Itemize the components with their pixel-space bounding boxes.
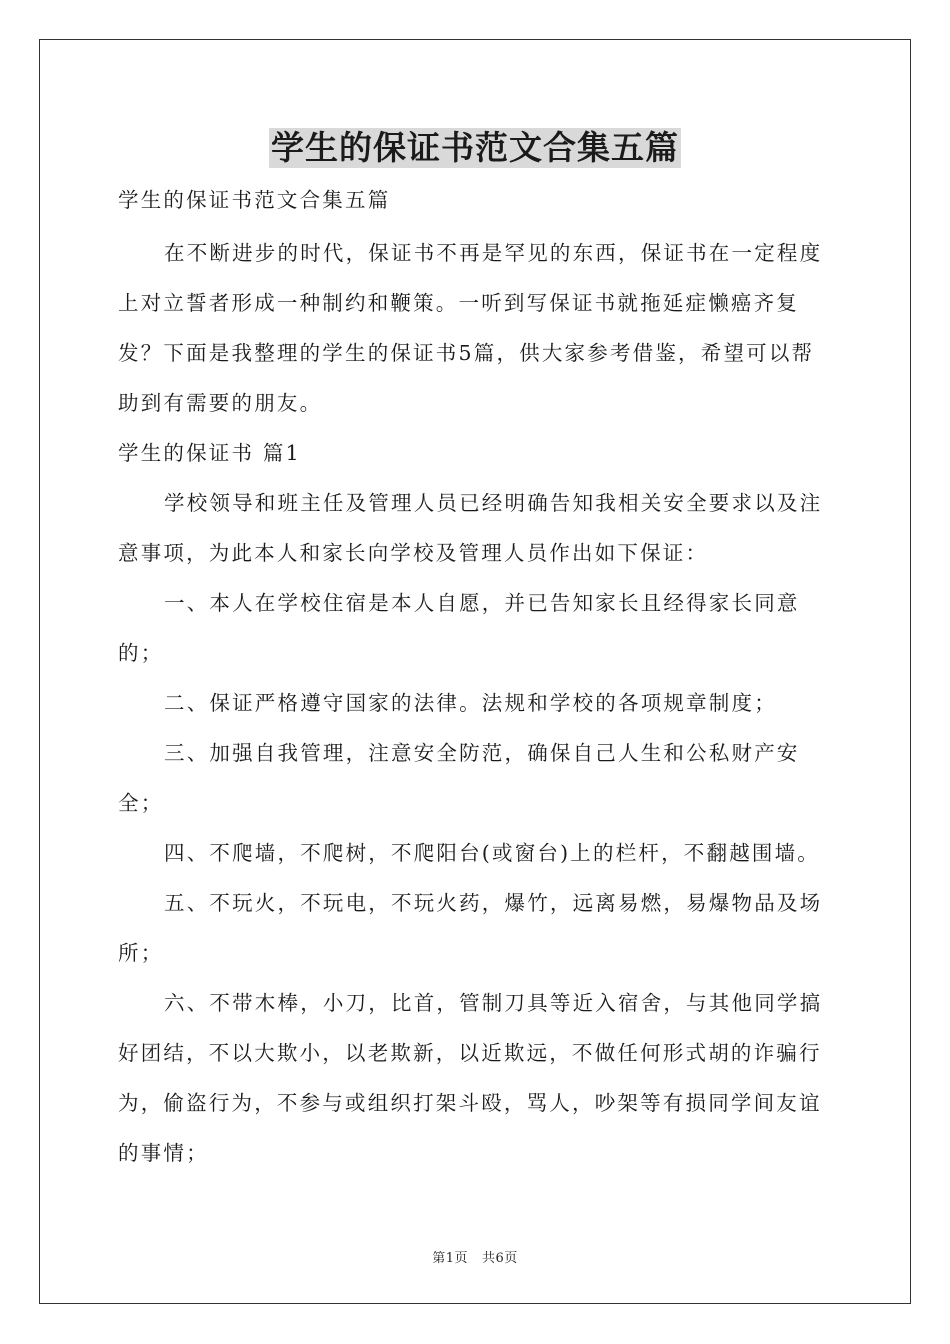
paragraph: 二、保证严格遵守国家的法律。法规和学校的各项规章制度； (164, 691, 777, 715)
paragraph: 学校领导和班主任及管理人员已经明确告知我相关安全要求以及注意事项，为此本人和家长向学校及管理人员作出如下保证： (118, 491, 823, 565)
document-title: 学生的保证书范文合集五篇 (271, 128, 679, 167)
paragraph: 一、本人在学校住宿是本人自愿，并已告知家长且经得家长同意的； (118, 591, 800, 665)
paragraph: 四、不爬墙，不爬树，不爬阳台(或窗台)上的栏杆，不翻越围墙。 (164, 841, 820, 865)
document-subtitle: 学生的保证书范文合集五篇 (118, 188, 391, 212)
page-footer (0, 1247, 950, 1266)
title-container (0, 128, 950, 168)
page-number-current: 第1页 (432, 1251, 468, 1266)
section-heading: 学生的保证书 篇1 (118, 441, 301, 465)
page-number-total: 共6页 (482, 1251, 518, 1266)
document-body (118, 178, 834, 1178)
paragraph: 三、加强自我管理，注意安全防范，确保自己人生和公私财产安全； (118, 741, 800, 815)
paragraph: 五、不玩火，不玩电，不玩火药，爆竹，远离易燃，易爆物品及场所； (118, 891, 823, 965)
intro-paragraph: 在不断进步的时代，保证书不再是罕见的东西，保证书在一定程度上对立誓者形成一种制约和鞭策。一听到写保证书就拖延症懒癌齐复发？下面是我整理的学生的保证书5篇，供大家参考借鉴，希望可以帮助到有需要的朋友。 (118, 241, 823, 415)
paragraph: 六、不带木棒，小刀，比首，管制刀具等近入宿舍，与其他同学搞好团结，不以大欺小，以老欺新，以近欺远，不做任何形式胡的诈骗行为，偷盗行为，不参与或组织打架斗殴，骂人，吵架等有损同学间友谊的事情； (118, 991, 823, 1165)
